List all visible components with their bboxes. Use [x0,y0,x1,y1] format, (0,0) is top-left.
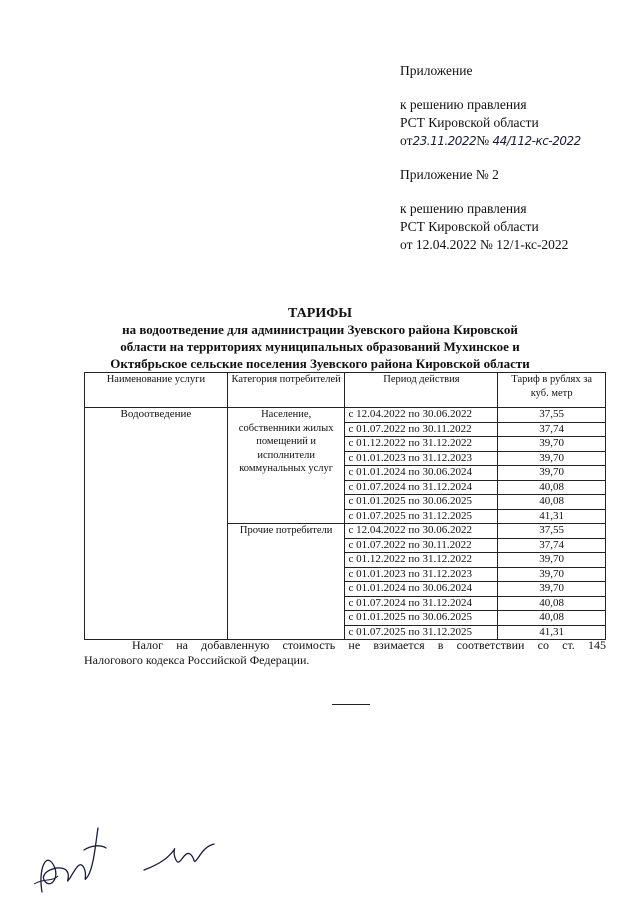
price-cell: 39,70 [498,466,606,481]
appendix-2-label: Приложение № 2 [400,167,499,182]
price-cell: 41,31 [498,509,606,524]
period-cell: с 01.07.2022 по 30.11.2022 [345,422,498,437]
document-title: ТАРИФЫ [288,306,352,321]
category-cell-other: Прочие потребители [227,524,345,640]
decision-date-line [400,133,581,149]
period-cell: с 01.01.2023 по 31.12.2023 [345,567,498,582]
period-cell: с 01.07.2025 по 31.12.2025 [345,509,498,524]
header-service: Наименование услуги [85,373,228,408]
period-cell: с 01.01.2024 по 30.06.2024 [345,466,498,481]
period-cell: с 01.07.2022 по 30.11.2022 [345,538,498,553]
price-cell: 39,70 [498,437,606,452]
price-cell: 37,55 [498,408,606,423]
header-period: Период действия [345,373,498,408]
period-cell: с 01.07.2025 по 31.12.2025 [345,625,498,640]
price-cell: 39,70 [498,553,606,568]
period-cell: с 01.01.2024 по 30.06.2024 [345,582,498,597]
table-header-row [85,373,606,408]
number-mark: № [476,133,490,148]
period-cell: с 12.04.2022 по 30.06.2022 [345,408,498,423]
decision-date-line-2: от 12.04.2022 № 12/1-кс-2022 [400,237,569,252]
price-cell: 40,08 [498,596,606,611]
title-line-3: Октябрьское сельские поселения Зуевского района Кировской области [110,356,530,371]
decision-reference: к решению правления [400,97,527,112]
appendix-label: Приложение [400,63,473,78]
organization-name-2: РСТ Кировской области [400,219,539,234]
title-line-2: области на территориях муниципальных образований Мухинское и [120,339,520,354]
service-name-cell: Водоотведение [85,408,228,640]
period-cell: с 12.04.2022 по 30.06.2022 [345,524,498,539]
vat-note-line-1: Налог на добавленную стоимость не взимается в соответствии со ст. 145 [132,638,606,652]
price-cell: 40,08 [498,495,606,510]
price-cell: 39,70 [498,451,606,466]
handwritten-number: 44/112-кс-2022 [492,134,581,148]
period-cell: с 01.12.2022 по 31.12.2022 [345,553,498,568]
period-cell: с 01.07.2024 по 31.12.2024 [345,596,498,611]
handwritten-date: 23.11.2022 [412,134,477,148]
period-cell: с 01.01.2023 по 31.12.2023 [345,451,498,466]
tariff-table [84,372,606,640]
period-cell: с 01.01.2025 по 30.06.2025 [345,611,498,626]
title-line-1: на водоотведение для администрации Зуевского района Кировской [122,322,518,337]
price-cell: 39,70 [498,567,606,582]
period-cell: с 01.01.2025 по 30.06.2025 [345,495,498,510]
organization-name: РСТ Кировской области [400,115,539,130]
price-cell: 37,55 [498,524,606,539]
price-cell: 37,74 [498,422,606,437]
from-prefix: от [400,133,413,148]
price-cell: 40,08 [498,611,606,626]
header-category: Категория потребителей [227,373,345,408]
decision-reference-2: к решению правления [400,201,527,216]
vat-note [84,638,606,668]
period-cell: с 01.12.2022 по 31.12.2022 [345,437,498,452]
closing-rule [332,704,370,705]
price-cell: 41,31 [498,625,606,640]
table-row [85,408,606,423]
signature-right-icon [140,838,220,878]
price-cell: 40,08 [498,480,606,495]
category-cell-population: Население, собственники жилых помещений и исполнители коммунальных услуг [227,408,345,524]
header-tariff: Тариф в рублях за куб. метр [498,373,606,408]
period-cell: с 01.07.2024 по 31.12.2024 [345,480,498,495]
signature-left-icon [24,820,114,900]
price-cell: 37,74 [498,538,606,553]
price-cell: 39,70 [498,582,606,597]
vat-note-line-2: Налогового кодекса Российской Федерации. [84,653,310,667]
